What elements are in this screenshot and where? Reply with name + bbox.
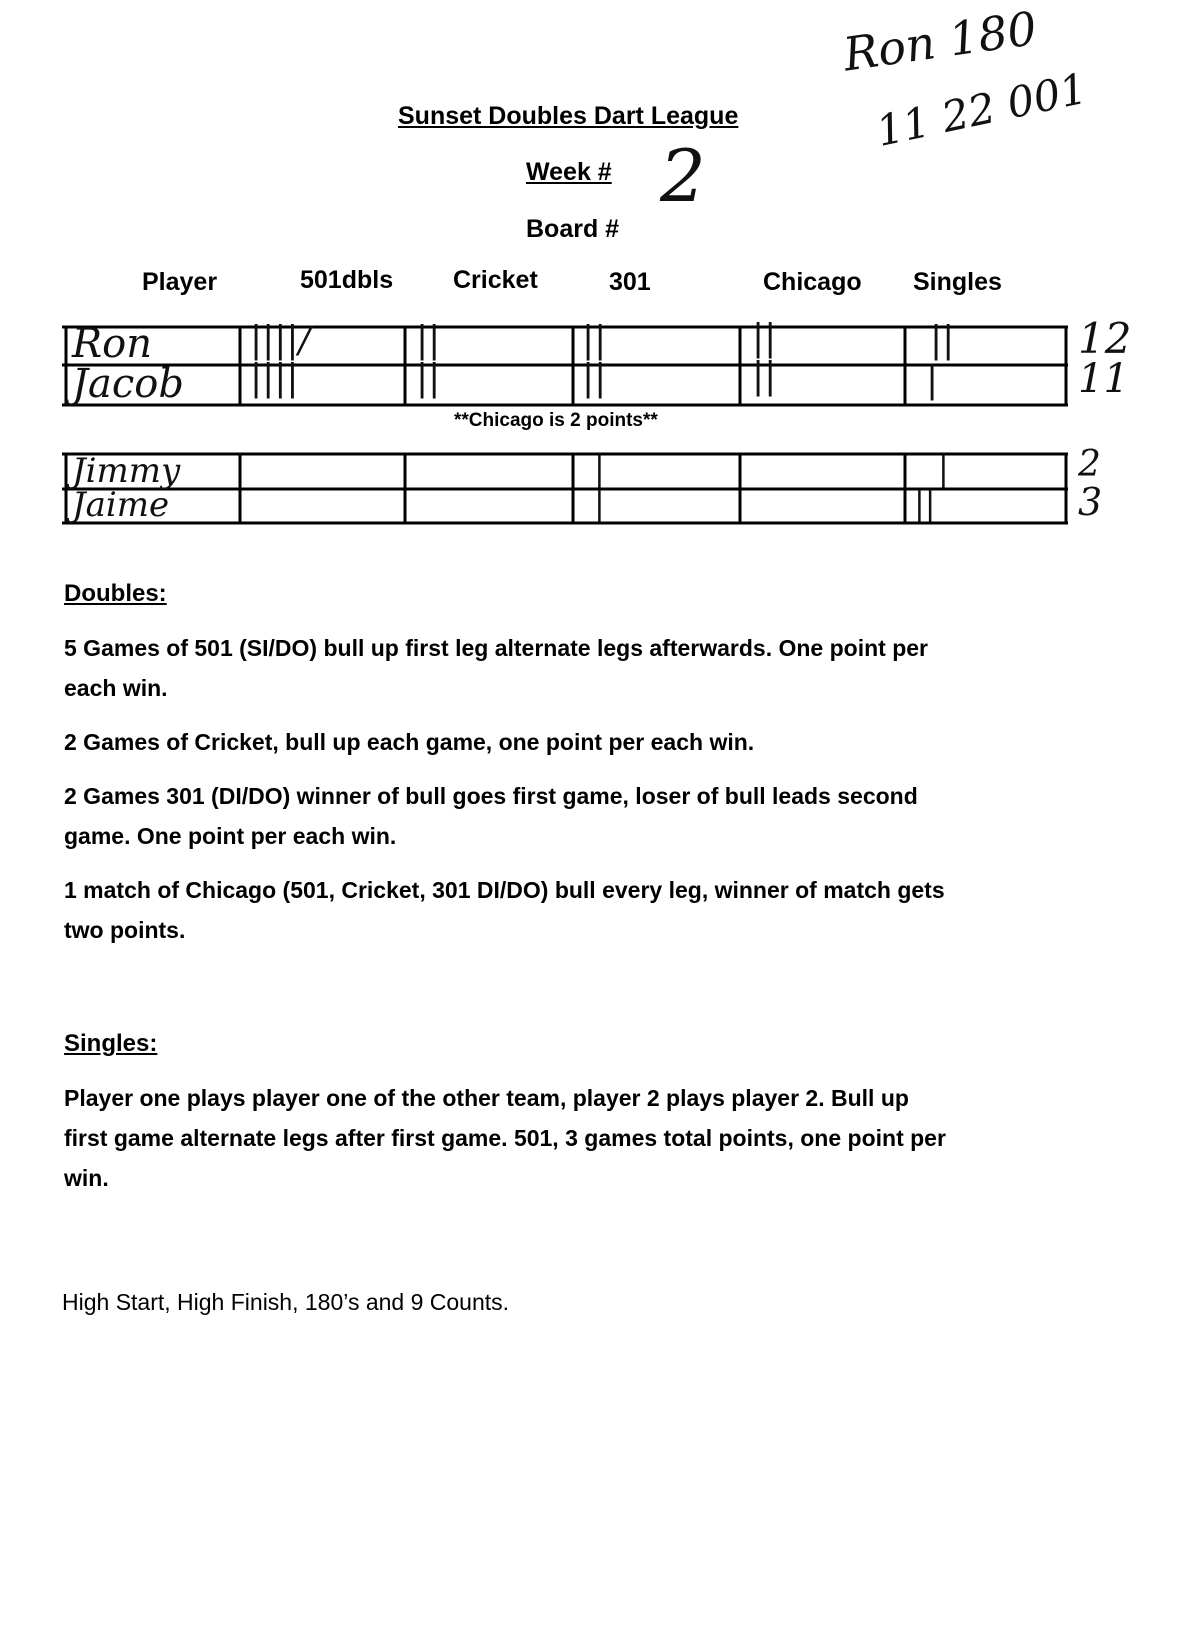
- page-title: Sunset Doubles Dart League: [398, 102, 739, 130]
- row-total: 11: [1078, 356, 1129, 402]
- col-header-301: 301: [609, 268, 651, 296]
- doubles-rule-4-line2: two points.: [64, 917, 186, 943]
- doubles-rule-2: 2 Games of Cricket, bull up each game, one point per each win.: [64, 729, 755, 755]
- player-name: Jaime: [72, 485, 170, 525]
- tally-singles: ||: [930, 320, 955, 361]
- footer-text: High Start, High Finish, 180’s and 9 Counts.: [62, 1289, 510, 1315]
- tally-301: |: [594, 484, 605, 522]
- singles-title: Singles:: [64, 1030, 158, 1057]
- singles-line3: win.: [64, 1165, 109, 1191]
- col-header-chicago: Chicago: [763, 268, 862, 296]
- col-header-player: Player: [142, 268, 218, 296]
- corner-note-line2: 11 22 001: [872, 63, 1092, 156]
- tally-301: |: [594, 450, 605, 488]
- doubles-title: Doubles:: [64, 580, 167, 607]
- player-name: Jimmy: [72, 451, 181, 491]
- tally-301: ||: [582, 320, 607, 361]
- tally-cricket: ||: [416, 358, 441, 399]
- corner-note-line1: Ron 180: [840, 0, 1041, 82]
- tally-501dbls: ||||/: [250, 320, 311, 361]
- row-total: 12: [1078, 314, 1132, 363]
- singles-line1: Player one plays player one of the other team, player 2 plays player 2. Bull up: [64, 1085, 909, 1111]
- tally-singles: ||: [914, 484, 936, 522]
- col-header-cricket: Cricket: [453, 266, 538, 294]
- tally-chicago: ||: [752, 318, 777, 359]
- tally-chicago: ||: [752, 356, 777, 397]
- player-name: Jacob: [72, 361, 184, 407]
- doubles-rule-1-line2: each win.: [64, 675, 168, 701]
- board-label: Board #: [526, 215, 620, 243]
- singles-line2: first game alternate legs after first game. 501, 3 games total points, one point per: [64, 1125, 946, 1151]
- tally-cricket: ||: [416, 320, 441, 361]
- col-header-singles: Singles: [913, 268, 1002, 296]
- doubles-rule-4-line1: 1 match of Chicago (501, Cricket, 301 DI/DO) bull every leg, winner of match gets: [64, 877, 945, 903]
- player-name: Ron: [72, 321, 152, 367]
- chicago-note: **Chicago is 2 points**: [454, 410, 658, 431]
- doubles-rule-3-line2: game. One point per each win.: [64, 823, 397, 849]
- row-total: 2: [1078, 444, 1101, 485]
- tally-singles: |: [926, 360, 939, 401]
- week-value: 2: [660, 134, 706, 218]
- col-header-501dbls: 501dbls: [300, 266, 394, 294]
- week-label: Week #: [526, 158, 612, 186]
- doubles-rule-1-line1: 5 Games of 501 (SI/DO) bull up first leg alternate legs afterwards. One point per: [64, 635, 928, 661]
- row-total: 3: [1078, 480, 1103, 524]
- doubles-rule-3-line1: 2 Games 301 (DI/DO) winner of bull goes first game, loser of bull leads second: [64, 783, 918, 809]
- tally-301: ||: [582, 358, 607, 399]
- tally-singles: |: [938, 450, 949, 488]
- tally-501dbls: ||||: [250, 358, 299, 399]
